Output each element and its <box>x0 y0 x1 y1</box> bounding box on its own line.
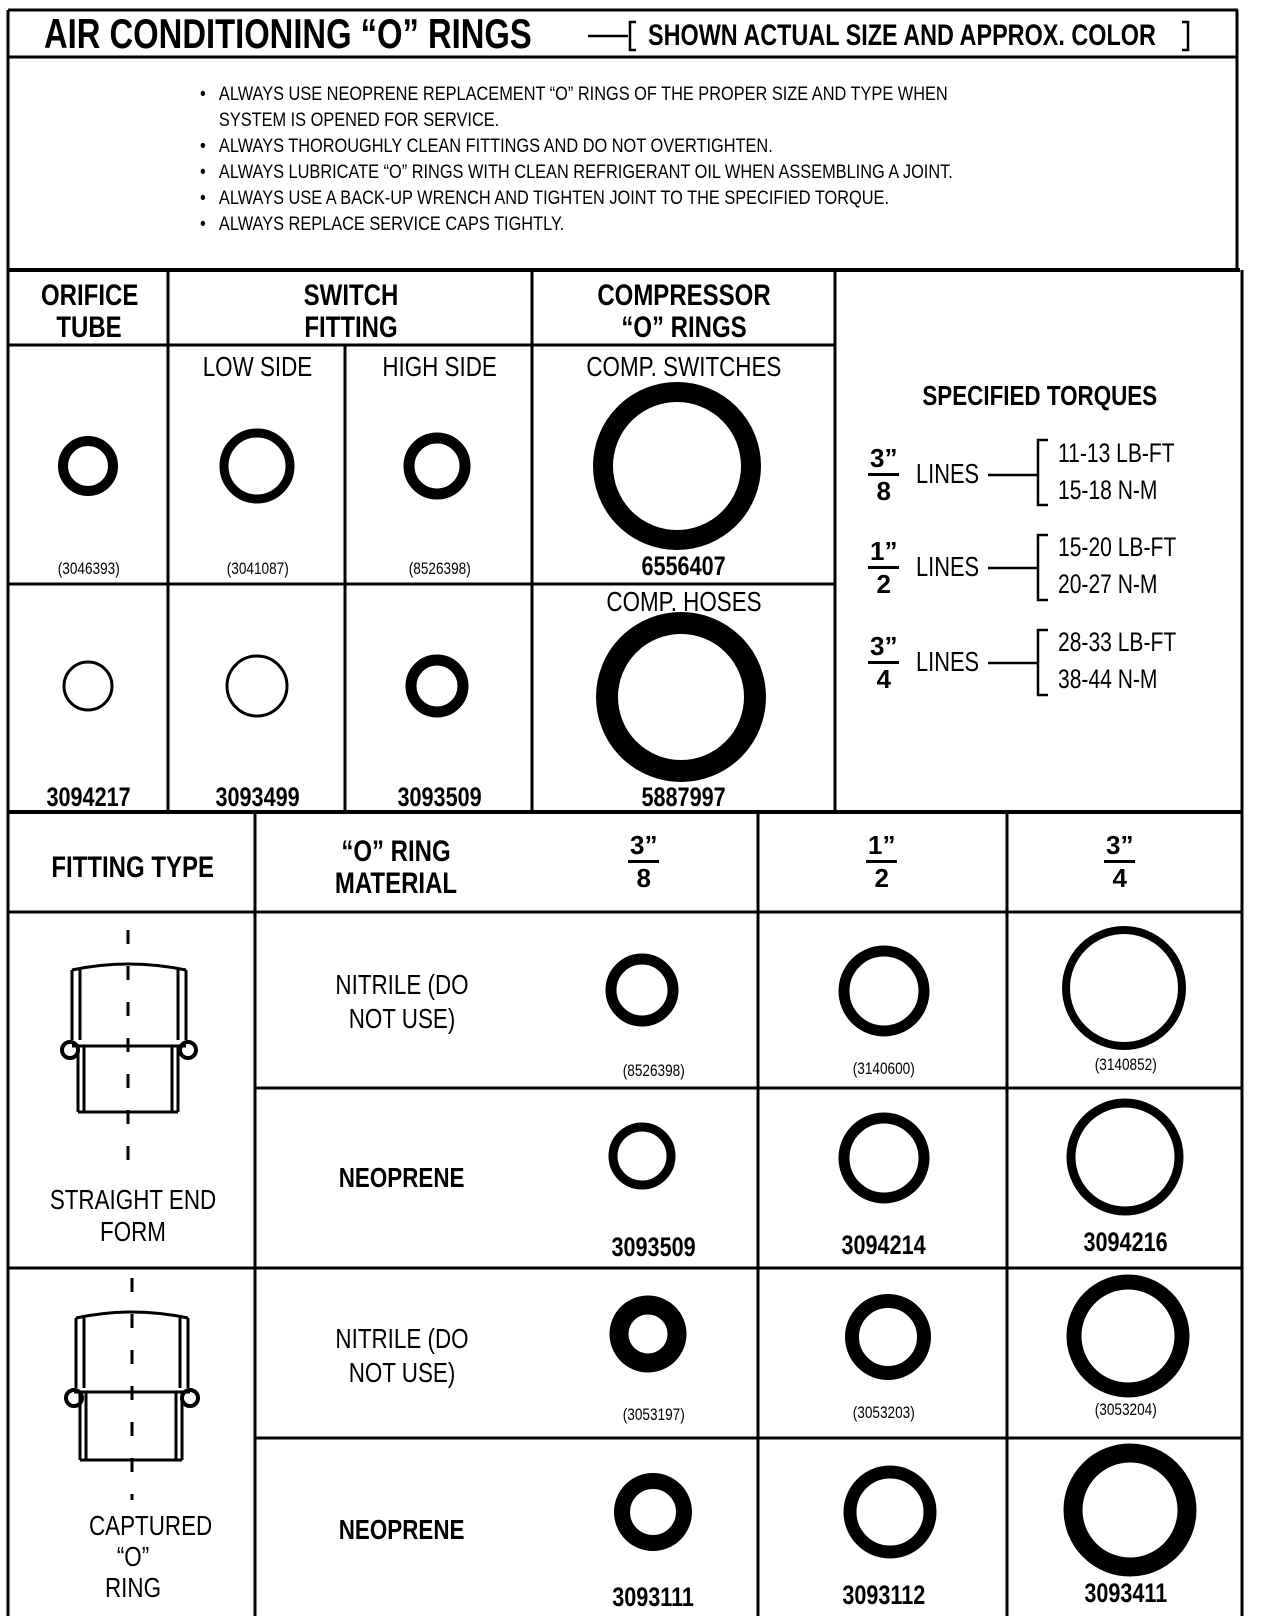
torques-title: SPECIFIED TORQUES <box>922 380 1158 411</box>
fraction-3-8: $\frac{3”}{8}$ <box>870 443 898 506</box>
fraction-3-4: $\frac{3”}{4}$ <box>870 631 898 694</box>
torque-lines-label: LINES <box>916 458 980 489</box>
size-1-2: $\frac{1”}{2}$ <box>868 830 896 893</box>
label-comp-hoses: COMP. HOSES <box>606 586 762 617</box>
torque-nm: 20-27 N-M <box>1058 569 1158 599</box>
fitting-type-straight-end-form: STRAIGHT END FORM <box>49 1184 216 1247</box>
header-fitting-type: FITTING TYPE <box>51 851 214 884</box>
part-number: 3094214 <box>841 1230 926 1260</box>
torque-lines-label: LINES <box>916 646 980 677</box>
part-number: 3093509 <box>611 1232 696 1262</box>
o-ring-icon <box>1071 1103 1179 1211</box>
o-ring-icon <box>613 1127 671 1185</box>
instruction-item: • ALWAYS USE NEOPRENE REPLACEMENT “O” RINGS OF THE PROPER SIZE AND TYPE WHEN SYSTEM IS OPENED FOR SERVICE. <box>200 84 948 131</box>
material-neoprene: NEOPRENE <box>339 1162 465 1193</box>
part-number: (3053203) <box>852 1403 915 1422</box>
part-number: 3093112 <box>842 1580 925 1610</box>
page-title: AIR CONDITIONING “O” RINGS <box>44 10 532 57</box>
size-3-4: $\frac{3”}{4}$ <box>1106 830 1134 893</box>
torque-nm: 15-18 N-M <box>1058 475 1158 505</box>
header-switch-fitting: SWITCH FITTING <box>303 279 399 344</box>
torque-lbft: 11-13 LB-FT <box>1058 438 1175 468</box>
part-number: 5887997 <box>641 782 727 812</box>
header-orifice-tube: ORIFICE TUBE <box>41 279 139 344</box>
o-ring-icon <box>1066 930 1182 1046</box>
part-number: (3140852) <box>1094 1055 1157 1074</box>
torque-nm: 38-44 N-M <box>1058 664 1158 694</box>
fraction-1-2: $\frac{1”}{2}$ <box>870 536 898 599</box>
part-number: (8526398) <box>408 559 471 578</box>
o-ring-icon <box>1073 1453 1187 1567</box>
torque-lbft: 15-20 LB-FT <box>1058 532 1177 562</box>
instruction-item: • ALWAYS THOROUGHLY CLEAN FITTINGS AND DO NOT OVERTIGHTEN. <box>200 136 773 157</box>
label-comp-switches: COMP. SWITCHES <box>586 351 782 382</box>
label-high-side: HIGH SIDE <box>382 351 497 382</box>
fitting-type-captured-o-ring: CAPTURED “O” RING <box>88 1510 212 1603</box>
o-ring-icon <box>852 1301 924 1373</box>
part-number: 6556407 <box>641 551 727 581</box>
part-number: 3093411 <box>1084 1578 1167 1608</box>
size-3-8: $\frac{3”}{8}$ <box>630 830 658 893</box>
part-number: 3094216 <box>1083 1227 1168 1257</box>
part-number: (3041087) <box>226 559 289 578</box>
o-ring-icon <box>844 1118 924 1198</box>
part-number: 3093111 <box>612 1582 695 1612</box>
material-nitrile: NITRILE (DO NOT USE) <box>335 1323 469 1388</box>
part-number: (3140600) <box>852 1059 915 1078</box>
material-nitrile: NITRILE (DO NOT USE) <box>335 969 469 1034</box>
o-ring-icon <box>622 1481 684 1543</box>
part-number: (8526398) <box>622 1061 685 1080</box>
part-number: 3093499 <box>215 782 300 812</box>
page-subtitle: SHOWN ACTUAL SIZE AND APPROX. COLOR <box>648 19 1156 52</box>
part-number: (3053204) <box>1094 1400 1157 1419</box>
o-ring-icon <box>611 959 673 1021</box>
header-compressor-o-rings: COMPRESSOR “O” RINGS <box>597 279 771 344</box>
o-ring-icon <box>844 951 924 1031</box>
part-number: (3053197) <box>622 1405 685 1424</box>
instruction-item: • ALWAYS REPLACE SERVICE CAPS TIGHTLY. <box>200 214 565 235</box>
part-number: 3093509 <box>397 782 482 812</box>
material-neoprene: NEOPRENE <box>339 1514 465 1545</box>
o-ring-icon <box>1074 1282 1182 1390</box>
torque-lbft: 28-33 LB-FT <box>1058 627 1177 657</box>
o-ring-icon <box>619 1305 677 1363</box>
o-ring-icon <box>850 1472 930 1552</box>
header-o-ring-material: “O” RING MATERIAL <box>334 835 458 900</box>
part-number: 3094217 <box>46 782 132 812</box>
instruction-item: • ALWAYS USE A BACK-UP WRENCH AND TIGHTEN JOINT TO THE SPECIFIED TORQUE. <box>200 188 890 209</box>
part-number: (3046393) <box>57 559 120 578</box>
instruction-item: • ALWAYS LUBRICATE “O” RINGS WITH CLEAN REFRIGERANT OIL WHEN ASSEMBLING A JOINT. <box>200 162 953 183</box>
label-low-side: LOW SIDE <box>202 351 313 382</box>
torque-lines-label: LINES <box>916 551 980 582</box>
